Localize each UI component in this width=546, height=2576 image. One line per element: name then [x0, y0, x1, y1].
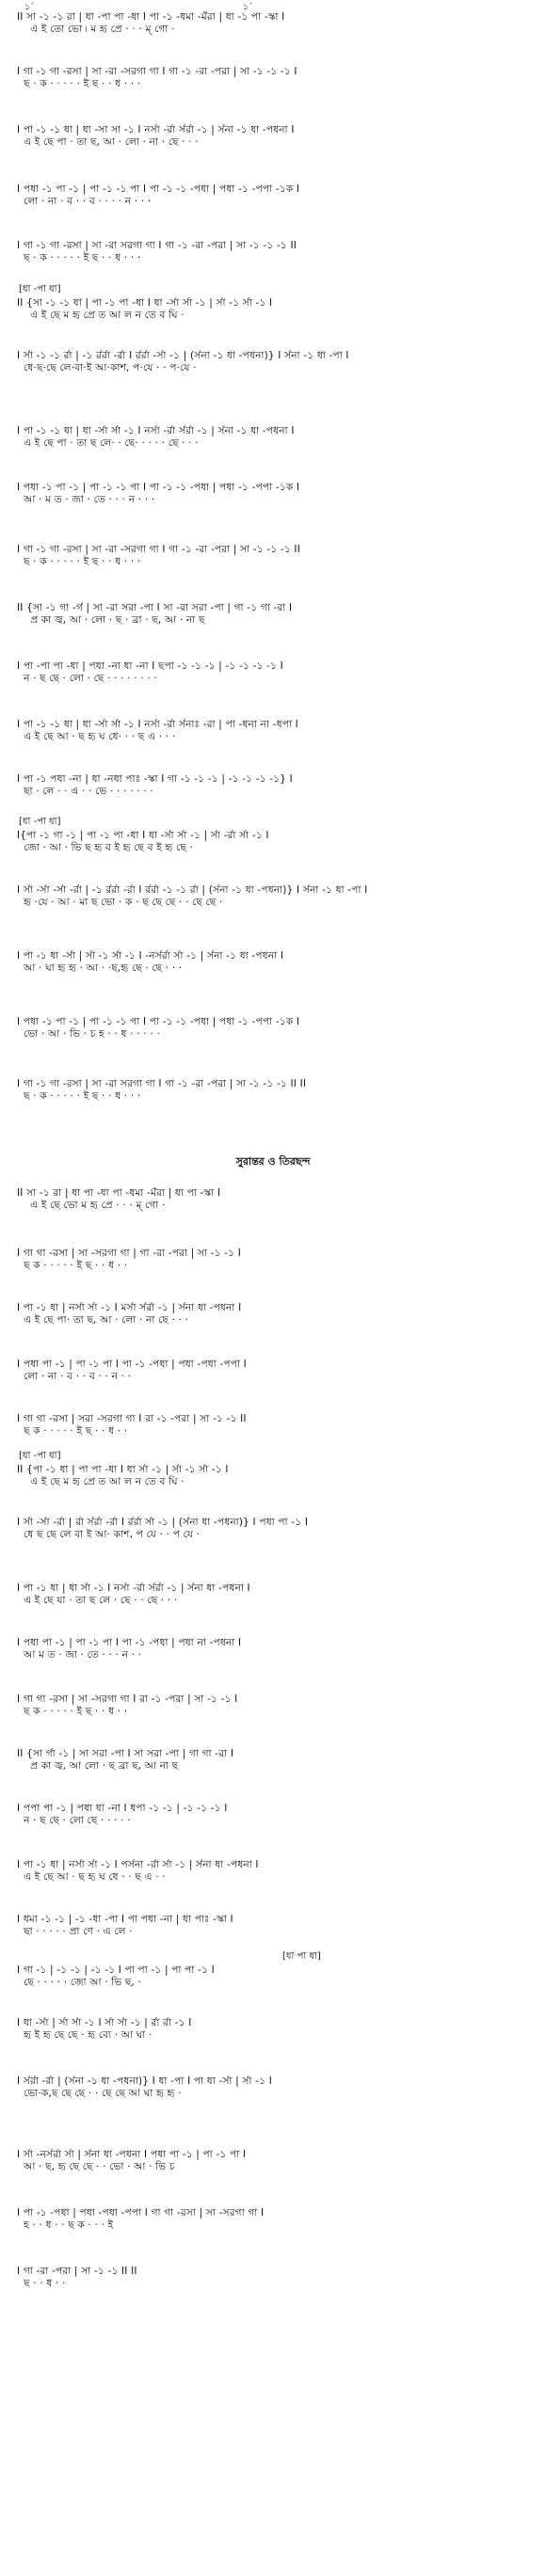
notes: I পা -১ পধা -না | ধা -নধা পাঃ -স্কা I গা -১ -১ -১ | -১ -১ -১ -১} I: [17, 773, 293, 785]
staff-line: [17, 1016, 530, 1041]
staff-line: [17, 773, 530, 798]
notes: II সা -১ -১ রা | ধা -পা পা -ধা I পা -১ -ধমা -মঁরা | ধা -১ পা -স্কা I: [17, 11, 285, 23]
notes: I পা -১ -১ ধা | ধা -র্সা র্সা -১ I নর্সা -র্রা র্সর্রা -১ | র্সনা -১ ধা -পধনা I: [17, 425, 295, 437]
notes: I গা -১ গা -রসা | সা -রা -সরগা গা I গা -১ -রা -পরা | সা -১ -১ -১ II: [17, 544, 301, 555]
stress-mark: ১´: [243, 3, 253, 12]
lyrics: ছ · ক · · · · · ই ছ · · ধ · · ·: [17, 78, 141, 89]
staff-line: [17, 1359, 530, 1383]
lyrics: হ · · ধ · · ছ ক · · · ই: [17, 2219, 114, 2231]
notes: I পধা -১ পা -১ | পা -১ -১ পা I পা -১ -১ -পধা | পধা -১ -পপা -১ক I: [17, 183, 300, 195]
lyrics: আ · ছ, হৃ ছে ছে · · ভো · আ · ভি চ: [17, 2161, 175, 2172]
lyrics: ছ · ক · · · · · ই ছ · · ধ · · ·: [17, 252, 141, 263]
staff-line: [17, 240, 530, 264]
lyrics: এ ই ছে যা · তা ছ লে · ছে · · ছে · · ·: [17, 1595, 178, 1606]
notes: I গা গা -রসা | সা -সরগা গা I রা -১ -পরা | সা -১ -১ I: [17, 1693, 238, 1705]
lyrics: ধে ছ ছে লে বা ই আ· কাশ, প যে · · প যে ·: [17, 1529, 201, 1540]
lyrics: আ ম ত · জা · তে · · · ন · ·: [17, 1649, 142, 1661]
staff-line: [17, 1964, 530, 1989]
notes: I পধা -১ পা -১ | পা -১ -১ পা I পা -১ -১ -পধা | পধা -১ -পপা -১ক I: [17, 482, 300, 493]
lyrics: ছ ক · · · · · ই ছ · · ধ · ·: [17, 1425, 128, 1437]
notes: II {পা -১ ধা | পা পা -ধা I ধা র্সা -১ | র্সা -১ র্সা -১ I: [17, 1464, 229, 1475]
staff-line: [17, 660, 530, 685]
lyrics: ছা · লে · · এ · · ভে · · · · · · ·: [17, 786, 153, 797]
staff-line: [17, 2149, 530, 2173]
notes: I পা -পা পা -ধা | পধা -না ধা -না I ছপা -১ -১ -১ | -১ -১ -১ -১ I: [17, 660, 283, 672]
notes: I পা -১ ধা | নর্সা র্সা -১ I পর্সনা -র্রা র্সা -১ | র্সনা ধা -পধনা I: [17, 1859, 259, 1870]
lyrics: ভো · আ · ভি · চ হ · · ধ · · · · ·: [17, 1028, 160, 1040]
staff-line: [17, 950, 530, 975]
stress-mark: ১´: [24, 3, 35, 12]
variant-bracket: [ধা -পা ধা]: [19, 817, 61, 827]
lyrics: ন · ছ ছে · লো ছে · · · · ·: [17, 1815, 131, 1826]
staff-line: [17, 884, 530, 909]
staff-line: [17, 719, 530, 743]
staff-line: [17, 1464, 530, 1488]
notes: I গা -১ গা -রসা | সা -রা সরগা গা I গা -১ -রা -পরা | সা -১ -১ -১ II: [17, 240, 297, 251]
notes: I পা -১ -১ ধা | ধা -র্সা র্সা -১ I নর্সা -র্রা র্সনাঃ -রা | পা -ধনা না -ধপা I: [17, 719, 298, 730]
lyrics: ছ · · ধ · ·: [17, 2278, 66, 2289]
staff-line: [17, 2266, 530, 2290]
notes: I গা -১ গা -রসা | সা -রা সরগা গা I গা -১ -রা -পরা | সা -১ -১ -১ II II: [17, 1078, 307, 1089]
notes: I র্সা -র্সা -র্সা -র্রা | -১ র্রর্রা -র্রা I র্রর্রা -১ -১ র্রা | (র্সনা -১ ধা -পধনা)} I র্সনা -১ ধা -পা I: [17, 884, 368, 896]
lyrics: এ ই ছে পা· তা ছ, আ · লো · না ছে · · ·: [17, 1314, 189, 1326]
staff-line: [17, 297, 530, 322]
staff-line: [17, 1637, 530, 1662]
staff-line: [17, 2017, 530, 2042]
staff-line: [17, 124, 530, 149]
notes: I পা -১ ধা | ধা র্সা -১ I নর্সা -র্রা র্সর্রা -১ | র্সনা ধা -পধনা I: [17, 1582, 250, 1594]
lyrics: লো · না · ব · · ব · · ন · ·: [17, 1371, 132, 1382]
lyrics: এ ই ছে ভো ম হৃ প্রে · · · ম্ গো ·: [17, 1200, 166, 1211]
notes: I গা -রা -পরা | সা -১ -১ II II: [17, 2266, 137, 2277]
staff-line: [17, 1517, 530, 1541]
staff-line: [17, 1248, 530, 1272]
lyrics: এ ই তো ভো ৷ ম হৃ প্রে · · · ম্ গো ·: [17, 24, 175, 35]
notes: I র্সা -নর্সর্রা র্সা | র্সনা ধা -পধনা I পধা পা -১ | পা -১ পা I: [17, 2149, 247, 2160]
lyrics: আ · ঘা হৃ হৃ · আ · ·ছ,হৃ ছে · ছে · · ·: [17, 962, 183, 974]
staff-line: [17, 2075, 530, 2100]
staff-line: [17, 1187, 530, 1212]
lyrics: হৃ ই হৃ ছে ছে · হৃ ব্যে · আ ঘা ·: [17, 2029, 153, 2041]
staff-line: [17, 602, 530, 627]
notes: I পপা পা -১ | পধা ধা -না I ধপা -১ -১ | -১ -১ -১ I: [17, 1803, 228, 1814]
staff-line: [17, 183, 530, 208]
lyrics: লো · না · ব · · ব · · · · ন · · ·: [17, 196, 152, 207]
notes: II {সা -১ গা -র্গ | সা -রা সরা -পা I সা -রা সরা -পা | গা -১ গা -রা I: [17, 602, 293, 613]
variant-bracket: [ধা -পা ধা]: [19, 284, 61, 294]
notes: I গা -১ | -১ -১ | -১ -১ I পা পা -১ | পা পা -১ I: [17, 1964, 215, 1976]
notes: I পধা পা -১ | পা -১ পা I পা -১ -পধা | পধা না -পধনা I: [17, 1637, 242, 1648]
staff-line: [17, 1302, 530, 1327]
staff-line: [17, 1078, 530, 1103]
notes: I র্সা -র্সা -র্রা | র্রা র্সর্রা -র্রা I র্রর্রা র্সা -১ | (র্সনা ধা -পধনা)} I পধা পা -১ I: [17, 1517, 309, 1528]
staff-line: [17, 1859, 530, 1884]
variant-bracket: [ধা -পা ধা]: [19, 1451, 61, 1461]
notes: I গা গা -রসা | সরা -সরগা গা I রা -১ -পরা | সা -১ -১ II: [17, 1413, 247, 1424]
lyrics: ছ · ক · · · · · ই ছ · · ধ · · ·: [17, 556, 141, 567]
notes: I পা -১ ধা | নর্সা র্সা -১ I মর্সা র্সর্রা -১ | র্সনা ধা -পধনা I: [17, 1302, 242, 1313]
lyrics: এ ই ছে পা · তা ছ, আ · লো · না · ছে · · ·: [17, 136, 199, 148]
staff-line: [17, 1748, 530, 1773]
staff-line: [17, 544, 530, 568]
notes: I পধা পা -১ | পা -১ পা I পা -১ -পধা | পধা -পধা -পপা I: [17, 1359, 247, 1370]
lyrics: জো · আ · ভি ছ হৃ ব ই হৃ ছে ব ই হৃ ছে ·: [17, 842, 193, 853]
lyrics: এ ই ছে ম হৃ প্রে ত আ ল ন তে ব ঘি ·: [17, 1476, 185, 1487]
lyrics: ছা · · · · · প্রা ণে · এ লে ·: [17, 1926, 133, 1937]
notes: I পা -১ -১ ধা | ধা -সা সা -১ I নর্সা -র্রা র্সর্রা -১ | র্সনা -১ ধা -পধনা I: [17, 124, 295, 135]
notes: II {সা র্গা -১ | সা সরা -পা I সা সরা -পা | গা গা -রা I: [17, 1748, 234, 1759]
staff-line: [17, 1582, 530, 1607]
section-heading: সুরান্তর ও তিরছন্দ: [235, 1155, 311, 1168]
notes: II {সা -১ -১ ধা | পা -১ পা -ধা I ধা -র্সা র্সা -১ | র্সা -১ র্সা -১ I: [17, 297, 273, 309]
lyrics: ছে · · · · · জো আ · ভি ছ, ·: [17, 1977, 142, 1988]
notes: I গা গা -রসা | সা -সরগা গা | গা -রা -পরা | সা -১ -১ I: [17, 1248, 241, 1259]
notes: I র্সা -১ -১ র্রা | -১ র্রর্রা -র্রা I র্রর্রা -র্সা -১ | (র্সনা -১ ধা -পধনা)} I র্সনা -১ ধা -পা I: [17, 350, 349, 361]
lyrics: ন · ছ ছে · লো · ছে · · · · · · · ·: [17, 673, 158, 684]
notes: I পা -১ -পধা | পধা -পধা -পপা I গা গা -রসা | সা -সরগা গা I: [17, 2207, 265, 2218]
notes: I{পা -১ গা -১ | পা -১ পা -ধা I ধা -র্সা র্সা -১ | র্সা -র্রা র্সা -১ I: [17, 830, 269, 841]
notes: I পধা -১ পা -১ | পা -১ -১ পা I পা -১ -১ -পধা | পধা -১ -পপা -১ক I: [17, 1016, 300, 1027]
staff-line: [17, 482, 530, 506]
lyrics: এ ই ছে আ · ছ হৃ ঘ ধে· · · ছ এ · · ·: [17, 731, 176, 742]
lyrics: ধে·ছ·ছে লে·বা·ই আ·কাশ, প·যে · · প·যে ·: [17, 362, 197, 374]
lyrics: প্র কা জ্ব, আ লো · ছ ব্রা ছ, আ না ছ: [17, 1760, 179, 1772]
notes: I ধমা -১ -১ | -১ -ধা -পা I পা পধা -না | ধা পাঃ -স্কা I: [17, 1914, 233, 1925]
lyrics: হৃ ·যে · আ · মা ছ ভো · ক · ছ ছে ছে · · ছে ছে ·: [17, 897, 223, 908]
variant-bracket: [ধা পা ধা]: [282, 1951, 321, 1962]
lyrics: ছ ক · · · · · ই ছ · · ধ · ·: [17, 1260, 128, 1271]
staff-line: [17, 350, 530, 374]
staff-line: [17, 1413, 530, 1438]
lyrics: এ ই ছে পা · তা ছ লে· · ছে· · · · · ছে · · ·: [17, 437, 199, 449]
notes: I ধা -র্সা | র্সা র্সা -১ I র্সা র্সা -১ | র্রা র্রা -১ I: [17, 2017, 192, 2028]
lyrics: ছ · ক · · · · · ই ছ · · ধ · · ·: [17, 1090, 141, 1102]
notes: I র্সর্রা -র্রা | (র্সনা -১ ধা -পধনা)} I ধা -পা I পা ধা -র্সা | র্সা -১ I: [17, 2075, 273, 2087]
lyrics: আ · ম ত · জা · তে · · · ন · · ·: [17, 494, 155, 505]
staff-line: [17, 1914, 530, 1938]
staff-line: [17, 2207, 530, 2232]
lyrics: প্র কা জ্ব, আ · লো · ছ · ব্রা · ছ, আ · না ছ: [17, 614, 205, 626]
notes: II সা -১ রা | ধা পা -ধা পা -ধমা -মঁরা | ধা পা -স্কা I: [17, 1187, 221, 1199]
staff-line: [17, 425, 530, 450]
lyrics: ভো·ক,ছ ছে ছে · · ছে ছে আ ঘা হৃ হৃ ·: [17, 2088, 182, 2099]
staff-line: [17, 1693, 530, 1718]
staff-line: [17, 1803, 530, 1827]
notes: I পা -১ ধা -র্সা | র্সা -১ র্সা -১ I -নর্সর্রা র্সা -১ | র্সনা -১ ধা -পধনা I: [17, 950, 284, 962]
staff-line: [17, 830, 530, 854]
staff-line: [17, 66, 530, 90]
staff-line: [17, 11, 530, 36]
lyrics: এ ই ছে আ · ছ হৃ ঘ ধে · · ছ এ · ·: [17, 1871, 166, 1883]
lyrics: ছ ক · · · · · ই ছ · · ধ · ·: [17, 1706, 128, 1717]
notes: I গা -১ গা -রসা | সা -রা -সরগা গা I গা -১ -রা -পরা | সা -১ -১ -১ I: [17, 66, 297, 77]
lyrics: এ ই ছে ম হৃ প্রে ত আ ল ন তে ব ঘি ·: [17, 310, 185, 321]
